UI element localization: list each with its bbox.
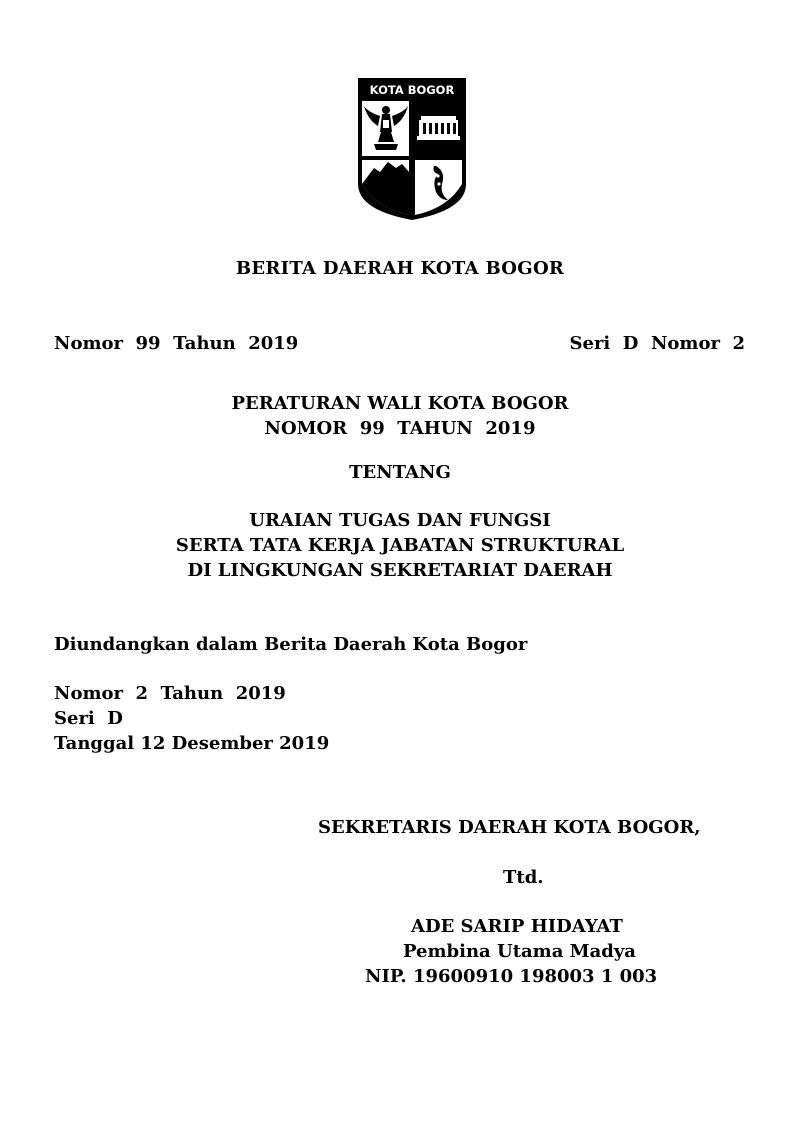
kota-bogor-crest	[356, 76, 468, 222]
promulgation-statement: Diundangkan dalam Berita Daerah Kota Bogor	[54, 634, 528, 655]
regulation-subject-line1: URAIAN TUGAS DAN FUNGSI	[249, 510, 551, 531]
regulation-subject-line3: DI LINGKUNGAN SEKRETARIAT DAERAH	[187, 560, 613, 581]
promulgation-series: Seri D	[54, 708, 123, 729]
signature-rank: Pembina Utama Madya	[403, 941, 636, 962]
signature-nip: NIP. 19600910 198003 1 003	[365, 966, 658, 987]
regulation-number-left: Nomor 99 Tahun 2019	[54, 333, 299, 354]
promulgation-number: Nomor 2 Tahun 2019	[54, 683, 286, 704]
signature-office: SEKRETARIS DAERAH KOTA BOGOR,	[318, 817, 701, 838]
regulation-title-line2: NOMOR 99 TAHUN 2019	[264, 418, 536, 439]
promulgation-date: Tanggal 12 Desember 2019	[54, 733, 330, 754]
crest-banner-text: KOTA BOGOR	[369, 83, 455, 97]
palace-icon	[417, 116, 460, 140]
regulation-about: TENTANG	[349, 462, 451, 483]
regulation-series-right: Seri D Nomor 2	[569, 333, 745, 354]
publication-title: BERITA DAERAH KOTA BOGOR	[235, 258, 565, 279]
signature-signed: Ttd.	[503, 867, 544, 888]
regulation-title-line1: PERATURAN WALI KOTA BOGOR	[231, 393, 569, 414]
signature-name: ADE SARIP HIDAYAT	[411, 916, 623, 937]
regulation-subject-line2: SERTA TATA KERJA JABATAN STRUKTURAL	[175, 535, 625, 556]
